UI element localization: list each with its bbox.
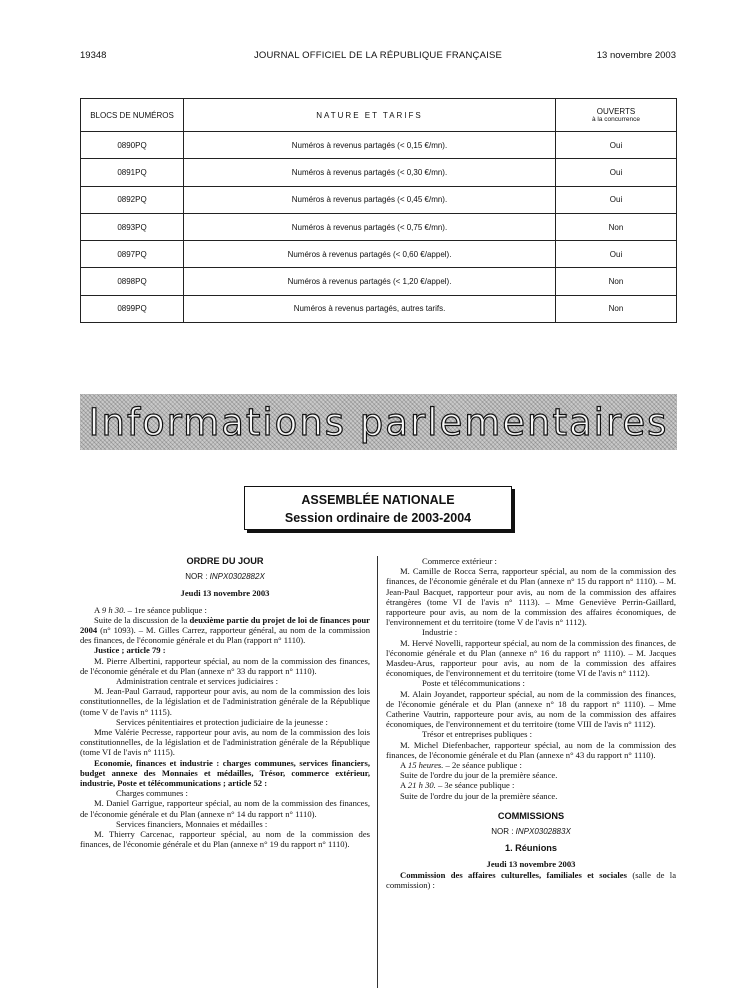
paragraph: M. Hervé Novelli, rapporteur spécial, au nom de la commission des finances, de l'économie générale et du Plan (annexe n° 16 du rapport n° 1110). – M. Jacques Masdeu-Arus, rapporteur pour avis, au nom de la commission des affaires économiques, de l'environnement et du territoire (tome VI de l'avis n° 1112). — [386, 637, 676, 679]
journal-title: JOURNAL OFFICIEL DE LA RÉPUBLIQUE FRANÇAISE — [253, 50, 503, 61]
paragraph: Suite de l'ordre du jour de la première séance. — [400, 790, 558, 801]
subheading: Charges communes : — [116, 788, 188, 799]
subheading: Services financiers, Monnaies et médailles : — [116, 818, 268, 829]
col-header-open-main: OUVERTS — [596, 107, 636, 116]
cell-block: 0897PQ — [81, 241, 184, 268]
para-1-start: Suite de la discussion de la — [94, 614, 190, 625]
session-3 — [386, 780, 676, 790]
col-header-open-sub: à la concurrence — [591, 116, 641, 123]
cell-block: 0892PQ — [81, 186, 184, 213]
column-divider — [377, 556, 378, 988]
assembly-title: ASSEMBLÉE NATIONALE — [301, 493, 455, 507]
banner-title: Informations parlementaires — [88, 400, 669, 444]
commission-name: Commission des affaires culturelles, familiales et sociales — [400, 869, 627, 880]
subheading: Services pénitentiaires et protection judiciaire de la jeunesse : — [116, 716, 328, 727]
paragraph: M. Pierre Albertini, rapporteur spécial, au nom de la commission des finances, de l'économie générale et du Plan (annexe n° 33 du rapport n° 1110). — [80, 655, 370, 676]
session-1 — [80, 605, 370, 615]
session-2 — [386, 760, 676, 770]
paragraph: Suite de l'ordre du jour de la première séance. — [400, 770, 558, 781]
paragraph: M. Alain Joyandet, rapporteur spécial, au nom de la commission des finances, de l'économie générale et du Plan (annexe n° 18 du rapport n° 1110). – Mme Catherine Vautrin, rapporteure pour avis, au nom de la commission des affaires économiques, de l'environnement et du territoire (tome VIII de l'avis n° 1112). — [386, 688, 676, 730]
nor-label: NOR : — [491, 827, 516, 837]
cell-open: Non — [556, 213, 677, 240]
cell-nature: Numéros à revenus partagés (< 0,15 €/mn). — [184, 132, 556, 159]
cell-open: Non — [556, 268, 677, 295]
paragraph — [80, 615, 370, 646]
nor-code: INPX0302882X — [209, 572, 265, 582]
table-row — [81, 186, 677, 213]
table-row — [81, 268, 677, 295]
paragraph: M. Michel Diefenbacher, rapporteur spécial, au nom de la commission des finances, de l'économie générale et du Plan (annexe n° 43 du rapport n° 1110). — [386, 739, 676, 760]
header-date: 13 novembre 2003 — [596, 50, 676, 61]
session-3-time: 21 h 30. — [407, 780, 436, 791]
paragraph — [386, 870, 676, 890]
number-blocks-table — [80, 98, 677, 323]
paragraph: M. Thierry Carcenac, rapporteur spécial, au nom de la commission des finances, de l'économie générale et du Plan (annexe n° 19 du rapport n° 1110). — [80, 829, 370, 850]
table-row — [81, 241, 677, 268]
session-3-prefix: A — [400, 780, 408, 791]
page-number: 19348 — [80, 50, 107, 61]
session-1-label: – 1re séance publique : — [125, 604, 207, 615]
right-column — [386, 556, 676, 890]
cell-block: 0899PQ — [81, 295, 184, 322]
cell-block: 0891PQ — [81, 159, 184, 186]
col-header-nature: NATURE ET TARIFS — [184, 99, 556, 132]
cell-block: 0898PQ — [81, 268, 184, 295]
economy-heading: Economie, finances et industrie : charges communes, services financiers, budget annexe des Monnaies et médailles, Trésor, commerce extérieur, industrie, Poste et télécommunications ; article 52 : — [80, 757, 370, 789]
para-1-bold: deuxième partie du projet de loi de finances pour 2004 — [80, 614, 370, 636]
subheading: Industrie : — [422, 627, 458, 638]
col-header-blocks: BLOCS DE NUMÉROS — [81, 99, 184, 132]
table-row — [81, 213, 677, 240]
agenda-title: ORDRE DU JOUR — [186, 556, 264, 566]
justice-heading: Justice ; article 79 : — [94, 645, 166, 656]
session-3-label: – 3e séance publique : — [435, 780, 515, 791]
session-2-time: 15 heures. — [407, 760, 444, 771]
cell-nature: Numéros à revenus partagés (< 1,20 €/appel). — [184, 268, 556, 295]
nor-label: NOR : — [185, 572, 210, 582]
nor-line — [80, 572, 370, 582]
cell-open: Oui — [556, 241, 677, 268]
cell-open: Oui — [556, 186, 677, 213]
cell-nature: Numéros à revenus partagés (< 0,30 €/mn). — [184, 159, 556, 186]
cell-block: 0890PQ — [81, 132, 184, 159]
cell-nature: Numéros à revenus partagés, autres tarifs. — [184, 295, 556, 322]
reunions-heading: 1. Réunions — [504, 843, 558, 854]
reunion-date: Jeudi 13 novembre 2003 — [486, 859, 576, 870]
left-column — [80, 556, 370, 849]
nor-line — [386, 827, 676, 837]
subheading: Trésor et entreprises publiques : — [422, 729, 532, 740]
cell-nature: Numéros à revenus partagés (< 0,60 €/appel). — [184, 241, 556, 268]
paragraph: M. Daniel Garrigue, rapporteur spécial, au nom de la commission des finances, de l'économie générale et du Plan (annexe n° 14 du rapport n° 1110). — [80, 798, 370, 819]
nor-code: INPX0302883X — [515, 827, 571, 837]
session-title: Session ordinaire de 2003-2004 — [284, 511, 472, 525]
section-banner — [80, 394, 677, 450]
cell-nature: Numéros à revenus partagés (< 0,45 €/mn). — [184, 186, 556, 213]
table-row — [81, 132, 677, 159]
commission-room: (salle de la commission) : — [386, 869, 677, 890]
cell-block: 0893PQ — [81, 213, 184, 240]
subheading: Poste et télécommunications : — [422, 678, 525, 689]
table-row — [81, 295, 677, 322]
session-1-time: 9 h 30. — [101, 604, 126, 615]
paragraph: M. Jean-Paul Garraud, rapporteur pour avis, au nom de la commission des lois constitutionnelles, de la législation et de l'administration générale de la République (tome V de l'avis n° 1115). — [80, 686, 370, 717]
session-2-label: – 2e séance publique : — [443, 760, 522, 771]
table-header-row — [81, 99, 677, 132]
session-1-prefix: A — [94, 604, 102, 615]
agenda-date: Jeudi 13 novembre 2003 — [180, 588, 270, 599]
assembly-box — [244, 486, 512, 530]
col-header-open — [556, 99, 677, 132]
subheading: Administration centrale et services judiciaires : — [116, 676, 279, 687]
session-2-prefix: A — [400, 760, 408, 771]
para-1-end: (n° 1093). – M. Gilles Carrez, rapporteur général, au nom de la commission des finances, de l'économie générale et du Plan (rapport n° 1110). — [80, 625, 370, 646]
cell-open: Oui — [556, 159, 677, 186]
cell-open: Non — [556, 295, 677, 322]
cell-open: Oui — [556, 132, 677, 159]
table-row — [81, 159, 677, 186]
commissions-title: COMMISSIONS — [497, 810, 565, 821]
subheading: Commerce extérieur : — [422, 556, 497, 566]
paragraph: Mme Valérie Pecresse, rapporteur pour avis, au nom de la commission des lois constitutionnelles, de la législation et de l'administration générale de la République (tome VI de l'avis n° 1115). — [80, 727, 370, 758]
cell-nature: Numéros à revenus partagés (< 0,75 €/mn). — [184, 213, 556, 240]
paragraph: M. Camille de Rocca Serra, rapporteur spécial, au nom de la commission des finances, de l'économie générale et du Plan (annexe n° 15 du rapport n° 1110). – M. Jean-Paul Bacquet, rapporteur pour avis, au nom de la commission des affaires étrangères (tome VI de l'avis n° 1113). – Mme Geneviève Perrin-Gaillard, rapporteure pour avis, au nom de la commission des affaires économiques, de l'environnement et du territoire (tome V de l'avis n° 1112). — [386, 566, 676, 628]
